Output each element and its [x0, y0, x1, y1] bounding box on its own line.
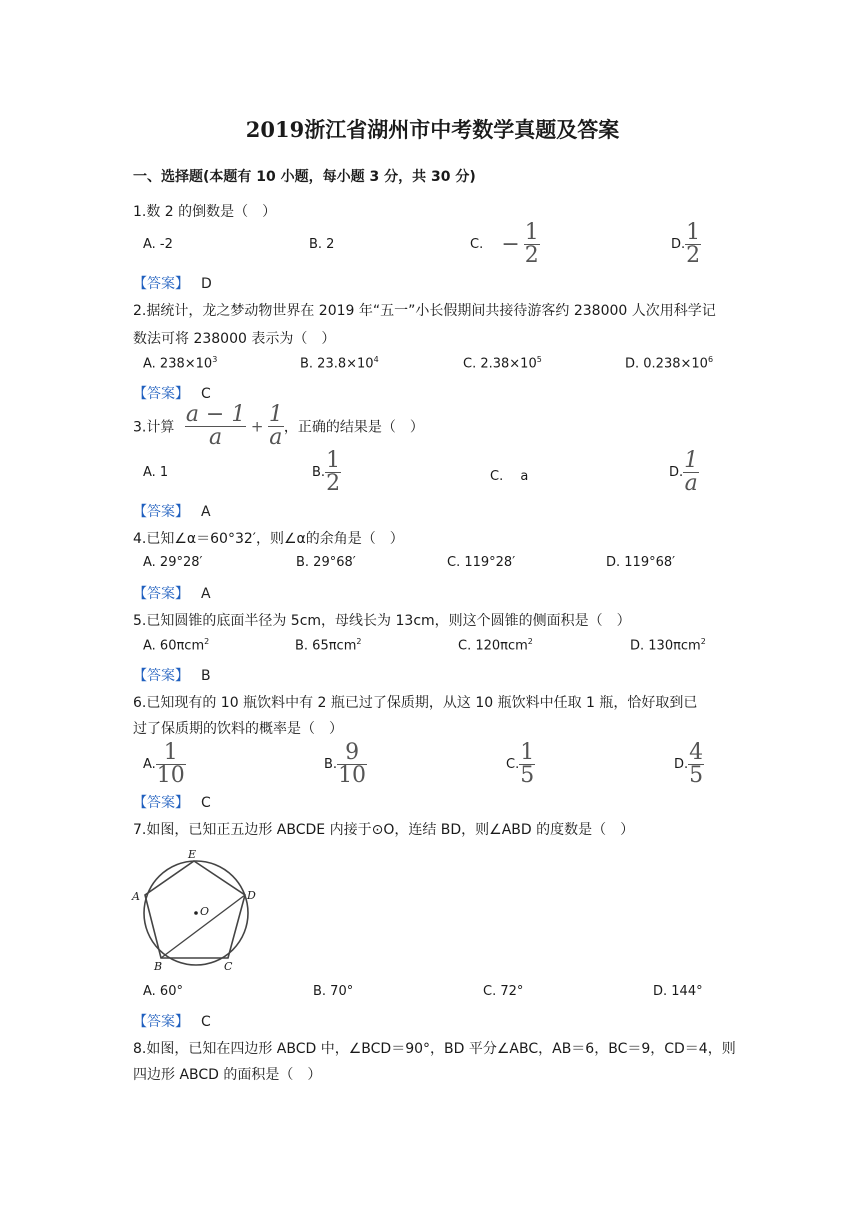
- pentagon-circle-figure: [130, 845, 260, 975]
- section-heading: 一、选择题(本题有 10 小题，每小题 3 分，共 30 分): [133, 169, 476, 185]
- question-2-stem-line1: 2.据统计，龙之梦动物世界在 2019 年“五一”小长假期间共接待游客约 238000 人次用科学记: [133, 303, 716, 319]
- q3-option-c: C. a: [490, 469, 529, 484]
- question-6-stem-line2: 过了保质期的饮料的概率是（ ）: [133, 721, 343, 737]
- q2-option-b: B. $23.8\times 10^4$: [300, 355, 379, 372]
- q7-option-a: A. 60°: [143, 984, 183, 999]
- q1-answer: 【答案】 D: [133, 276, 212, 292]
- q1-option-c: C. − $\frac{1}{2}$: [470, 220, 539, 268]
- q3-option-d: D. $\frac{1}{a}$: [669, 448, 699, 496]
- question-1-stem: 1.数 2 的倒数是（ ）: [133, 204, 277, 220]
- label-e: E: [188, 848, 197, 861]
- q3-option-a: A. 1: [143, 465, 169, 480]
- label-d: D: [247, 889, 256, 902]
- q2-option-d: D. $0.238\times 10^6$: [625, 355, 714, 372]
- q6-answer: 【答案】 C: [133, 795, 211, 811]
- q4-option-d: D. 119°68′: [606, 555, 676, 570]
- q4-option-a: A. 29°28′: [143, 555, 203, 570]
- q6-option-c: C. $\frac{1}{5}$: [506, 740, 535, 788]
- q7-answer: 【答案】 C: [133, 1014, 211, 1030]
- q4-option-c: C. 119°28′: [447, 555, 516, 570]
- q3-answer: 【答案】 A: [133, 504, 211, 520]
- q3-option-b: B. $\frac{1}{2}$: [312, 448, 341, 496]
- q7-option-c: C. 72°: [483, 984, 524, 999]
- q5-answer: 【答案】 B: [133, 668, 211, 684]
- q6-option-b: B. $\frac{9}{10}$: [324, 740, 367, 788]
- q6-option-a: A. $\frac{1}{10}$: [143, 740, 185, 788]
- q5-option-a: A. 60πcm$^2$: [143, 637, 210, 654]
- label-b: B: [154, 960, 163, 973]
- q7-option-d: D. 144°: [653, 984, 703, 999]
- question-6-stem-line1: 6.已知现有的 10 瓶饮料中有 2 瓶已过了保质期，从这 10 瓶饮料中任取 1 瓶，恰好取到已: [133, 695, 698, 711]
- label-c: C: [224, 960, 233, 973]
- label-a: A: [132, 890, 140, 903]
- q5-option-b: B. 65πcm$^2$: [295, 637, 362, 654]
- question-8-stem-line2: 四边形 ABCD 的面积是（ ）: [133, 1067, 322, 1083]
- question-8-stem-line1: 8.如图，已知在四边形 ABCD 中，∠BCD＝90°，BD 平分∠ABC，AB＝6，BC＝9，CD＝4，则: [133, 1041, 736, 1057]
- q4-answer: 【答案】 A: [133, 586, 211, 602]
- q7-option-b: B. 70°: [313, 984, 354, 999]
- q2-answer: 【答案】 C: [133, 386, 211, 402]
- q1-option-d: D. $\frac{1}{2}$: [671, 220, 701, 268]
- question-5-stem: 5.已知圆锥的底面半径为 5cm，母线长为 13cm，则这个圆锥的侧面积是（ ）: [133, 613, 631, 629]
- q5-option-c: C. 120πcm$^2$: [458, 637, 533, 654]
- center-point: [194, 911, 198, 915]
- q2-option-a: A. $238\times 10^3$: [143, 355, 218, 372]
- question-3-stem: 3.计算 $\frac{a - 1}{a}$ + $\frac{1}{a}$ ，正确的结果是（ ）: [133, 402, 424, 450]
- q4-option-b: B. 29°68′: [296, 555, 356, 570]
- question-4-stem: 4.已知∠α＝60°32′，则∠α的余角是（ ）: [133, 531, 404, 547]
- question-7-stem: 7.如图，已知正五边形 ABCDE 内接于⊙O，连结 BD，则∠ABD 的度数是（ ）: [133, 822, 635, 838]
- q1-option-a: A. -2: [143, 237, 173, 252]
- page-title: 2019浙江省湖州市中考数学真题及答案: [245, 117, 620, 142]
- label-o: O: [200, 905, 210, 918]
- q1-option-b: B. 2: [309, 237, 335, 252]
- q2-option-c: C. $2.38\times 10^5$: [463, 355, 542, 372]
- q6-option-d: D. $\frac{4}{5}$: [674, 740, 704, 788]
- question-2-stem-line2: 数法可将 238000 表示为（ ）: [133, 331, 336, 347]
- q5-option-d: D. 130πcm$^2$: [630, 637, 706, 654]
